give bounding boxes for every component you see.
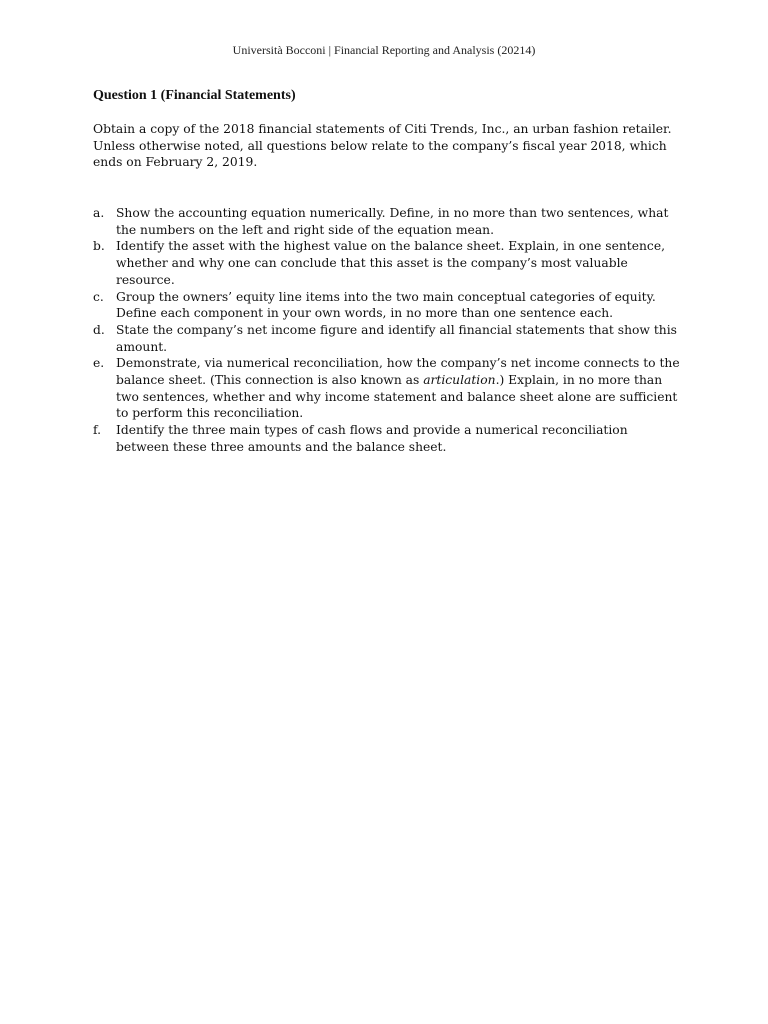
- question-item-f: [93, 422, 693, 455]
- item-line: whether and why one can conclude that this asset is the company’s most valuable: [116, 256, 628, 271]
- item-line: Identify the three main types of cash flows and provide a numerical reconciliation: [116, 423, 628, 438]
- item-line: Group the owners’ equity line items into the two main conceptual categories of equity.: [116, 289, 656, 304]
- item-letter: d.: [93, 322, 105, 337]
- italic-term: articulation: [423, 373, 496, 388]
- intro-line: Unless otherwise noted, all questions below relate to the company’s fiscal year 2018, which: [93, 138, 667, 153]
- item-line: Define each component in your own words, in no more than one sentence each.: [116, 306, 614, 321]
- item-text: balance sheet. (This connection is also known as: [116, 373, 424, 388]
- item-letter: e.: [93, 356, 105, 371]
- item-line: State the company’s net income figure and identify all financial statements that show this: [116, 322, 677, 337]
- item-line: Demonstrate, via numerical reconciliation, how the company’s net income connects to the: [116, 356, 680, 371]
- question-item-a: [93, 205, 693, 238]
- item-line: Show the accounting equation numerically. Define, in no more than two sentences, what: [116, 206, 669, 220]
- item-line: amount.: [116, 339, 168, 354]
- question-title: Question 1 (Financial Statements): [93, 88, 296, 103]
- item-line: two sentences, whether and why income statement and balance sheet alone are sufficient: [116, 389, 678, 404]
- item-line: to perform this reconciliation.: [116, 406, 304, 421]
- question-item-d: [93, 322, 693, 355]
- item-letter: f.: [93, 423, 102, 438]
- item-line: [116, 372, 693, 389]
- item-line: between these three amounts and the balance sheet.: [116, 439, 447, 454]
- intro-line: Obtain a copy of the 2018 financial statements of Citi Trends, Inc., an urban fashion retailer.: [93, 122, 672, 136]
- item-text: .) Explain, in no more than: [495, 373, 663, 388]
- question-list: [93, 205, 693, 456]
- item-letter: c.: [93, 289, 104, 304]
- intro-line: ends on February 2, 2019.: [93, 155, 258, 170]
- item-line: resource.: [116, 272, 175, 287]
- question-item-c: [93, 289, 693, 322]
- item-letter: a.: [93, 206, 105, 220]
- question-item-b: [93, 238, 693, 288]
- page-header: Università Bocconi | Financial Reporting and Analysis (20214): [232, 43, 536, 57]
- item-line: the numbers on the left and right side of the equation mean.: [116, 222, 494, 237]
- question-item-e: [93, 355, 693, 422]
- question-intro: [93, 121, 678, 171]
- item-line: Identify the asset with the highest value on the balance sheet. Explain, in one sentence,: [116, 239, 666, 254]
- item-letter: b.: [93, 239, 105, 254]
